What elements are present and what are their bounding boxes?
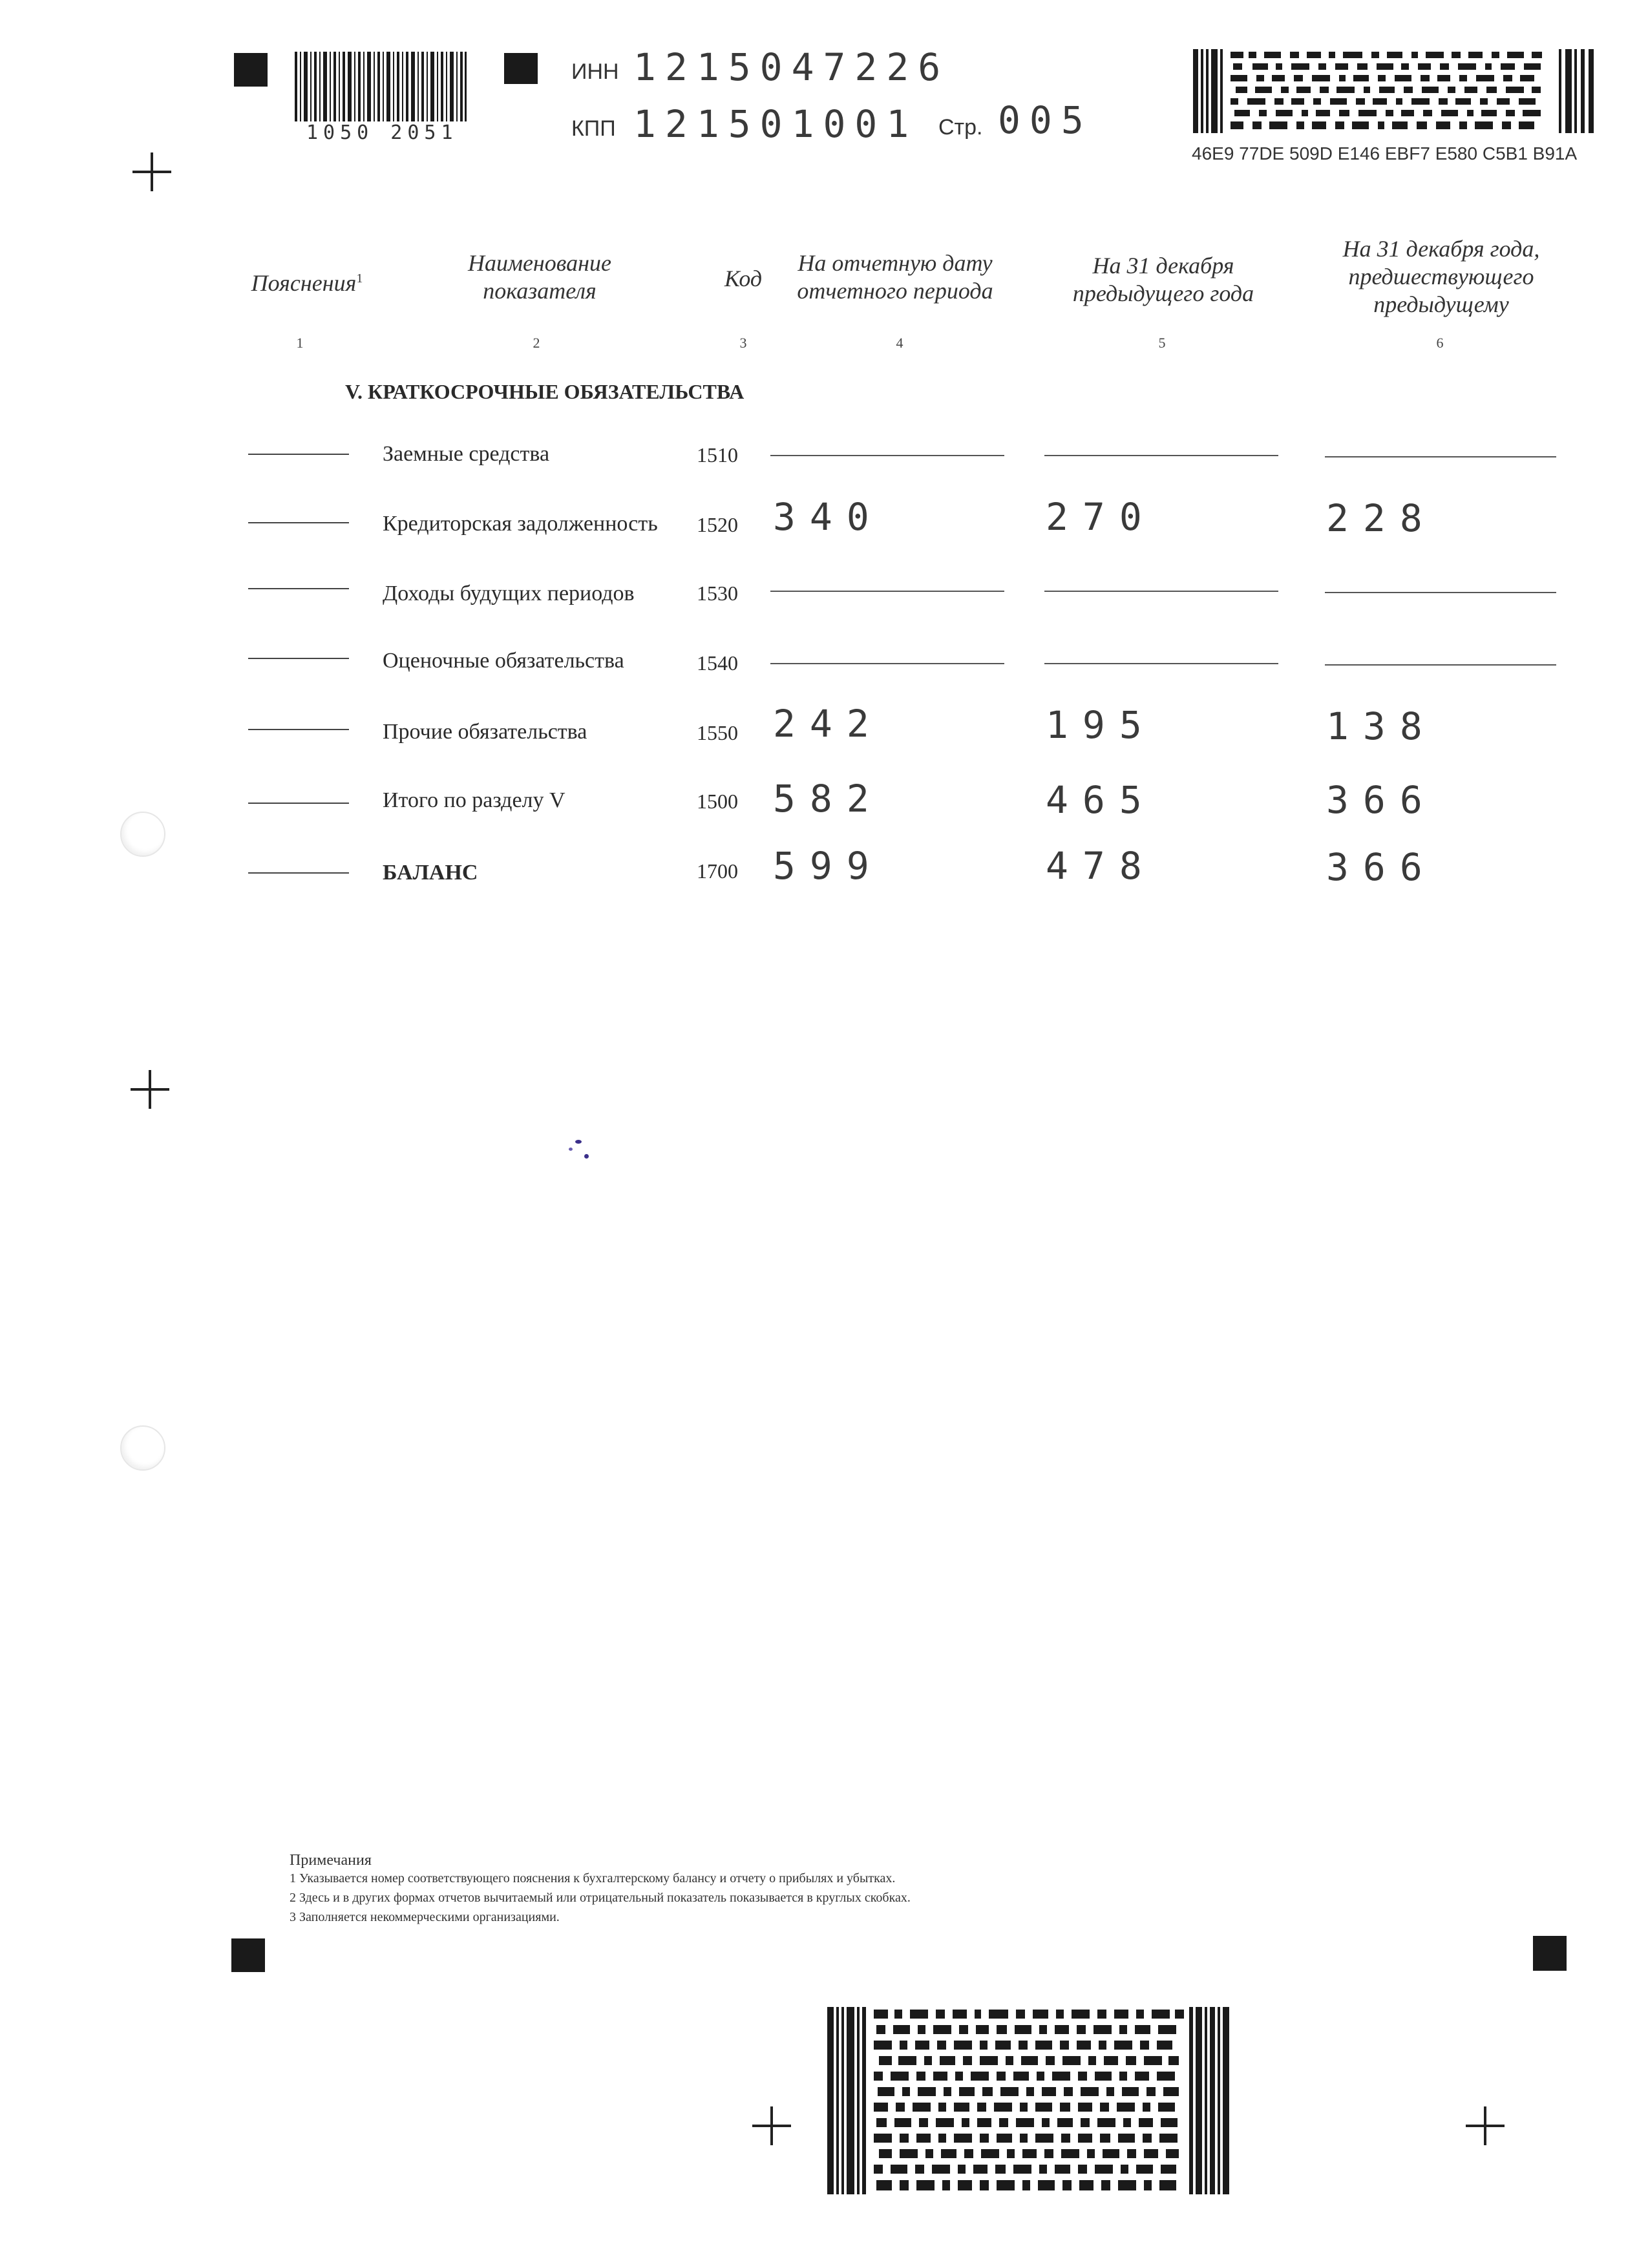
column-header-notes [246, 265, 368, 297]
scan-speck [575, 1140, 582, 1144]
notes-dash [248, 588, 349, 589]
note-line: 3 Заполняется некоммерческими организациями. [290, 1910, 560, 1924]
footnote-ref: 1 [356, 271, 363, 286]
row-label: Итого по разделу V [383, 788, 565, 812]
notes-dash [248, 729, 349, 730]
notes-title: Примечания [290, 1852, 372, 1869]
value-reporting-date: 582 [773, 777, 883, 821]
value-year-before-prev: 228 [1326, 496, 1437, 540]
crosshair-mark [752, 2106, 791, 2145]
empty-value-line [1044, 663, 1278, 664]
registration-marker-bottom-right [1533, 1936, 1567, 1971]
notes-dash [248, 454, 349, 455]
column-header-prev-year: На 31 декабря предыдущего года [1072, 253, 1254, 306]
column-number: 5 [1158, 335, 1166, 351]
value-year-before-prev: 366 [1326, 778, 1437, 822]
notes-dash [248, 658, 349, 659]
row-label-balance: БАЛАНС [383, 861, 478, 885]
notes-dash [248, 522, 349, 523]
barcode-number: 1050 2051 [306, 121, 458, 144]
registration-marker-top-mid [504, 53, 538, 84]
row-label: Доходы будущих периодов [383, 582, 635, 605]
kpp-label: КПП [571, 116, 616, 141]
row-code: 1520 [697, 513, 738, 536]
pdf417-barcode-bottom [827, 2007, 1229, 2194]
page-number: 005 [998, 98, 1093, 142]
value-year-before-prev: 138 [1326, 704, 1437, 748]
value-prev-year: 478 [1046, 844, 1156, 888]
section-title: V. КРАТКОСРОЧНЫЕ ОБЯЗАТЕЛЬСТВА [345, 380, 745, 403]
empty-value-line [770, 591, 1004, 592]
punch-hole [120, 812, 165, 857]
note-line: 2 Здесь и в других формах отчетов вычитаемый или отрицательный показатель показывается в круглых скобках. [290, 1891, 911, 1905]
barcode [295, 52, 467, 121]
notes-dash [248, 872, 349, 874]
empty-value-line [1044, 591, 1278, 592]
empty-value-line [770, 455, 1004, 456]
empty-value-line [1325, 592, 1556, 593]
crosshair-mark [1466, 2106, 1505, 2145]
value-reporting-date: 242 [773, 702, 883, 746]
row-code: 1700 [697, 859, 738, 883]
row-label: Кредиторская задолженность [383, 512, 658, 536]
column-header-year-before-prev: На 31 декабря года, предшествующего предыдущему [1342, 236, 1540, 317]
notes-dash [248, 803, 349, 804]
value-reporting-date: 599 [773, 844, 883, 888]
note-line: 1 Указывается номер соответствующего пояснения к бухгалтерскому балансу и отчету о прибылях и убытках. [290, 1871, 896, 1885]
inn-value: 1215047226 [633, 45, 950, 89]
crosshair-mark [131, 1070, 169, 1109]
row-code: 1530 [697, 582, 738, 605]
empty-value-line [1325, 664, 1556, 666]
document-hash: 46E9 77DE 509D E146 EBF7 E580 C5B1 B91A [1192, 143, 1578, 163]
pdf417-barcode-top [1193, 49, 1594, 133]
punch-hole [120, 1425, 165, 1471]
column-number: 2 [533, 335, 540, 351]
value-prev-year: 465 [1046, 778, 1156, 822]
crosshair-mark [132, 152, 171, 191]
row-code: 1550 [697, 721, 738, 744]
value-prev-year: 270 [1046, 495, 1156, 539]
row-label: Заемные средства [383, 442, 550, 466]
column-number: 6 [1436, 335, 1444, 351]
column-number: 1 [296, 335, 304, 351]
row-label: Оценочные обязательства [383, 649, 624, 673]
column-header-name: Наименование показателя [467, 250, 612, 304]
value-prev-year: 195 [1046, 703, 1156, 747]
column-header-notes-text: Пояснения [251, 270, 357, 296]
registration-marker-bottom-left [231, 1938, 265, 1972]
row-code: 1540 [697, 651, 738, 675]
empty-value-line [1325, 456, 1556, 457]
value-reporting-date: 340 [773, 495, 883, 539]
column-header-reporting-date: На отчетную дату отчетного периода [797, 250, 993, 304]
empty-value-line [770, 663, 1004, 664]
row-code: 1510 [697, 443, 738, 467]
registration-marker-top-left [234, 53, 268, 87]
kpp-value: 121501001 [633, 102, 918, 146]
inn-label: ИНН [571, 59, 619, 84]
row-code: 1500 [697, 790, 738, 813]
empty-value-line [1044, 455, 1278, 456]
column-number: 3 [739, 335, 747, 351]
row-label: Прочие обязательства [383, 720, 587, 744]
page-label: Стр. [938, 115, 983, 140]
scan-speck [569, 1148, 573, 1151]
scan-speck [584, 1154, 589, 1159]
value-year-before-prev: 366 [1326, 845, 1437, 889]
column-header-code: Код [724, 266, 763, 291]
column-number: 4 [896, 335, 903, 351]
